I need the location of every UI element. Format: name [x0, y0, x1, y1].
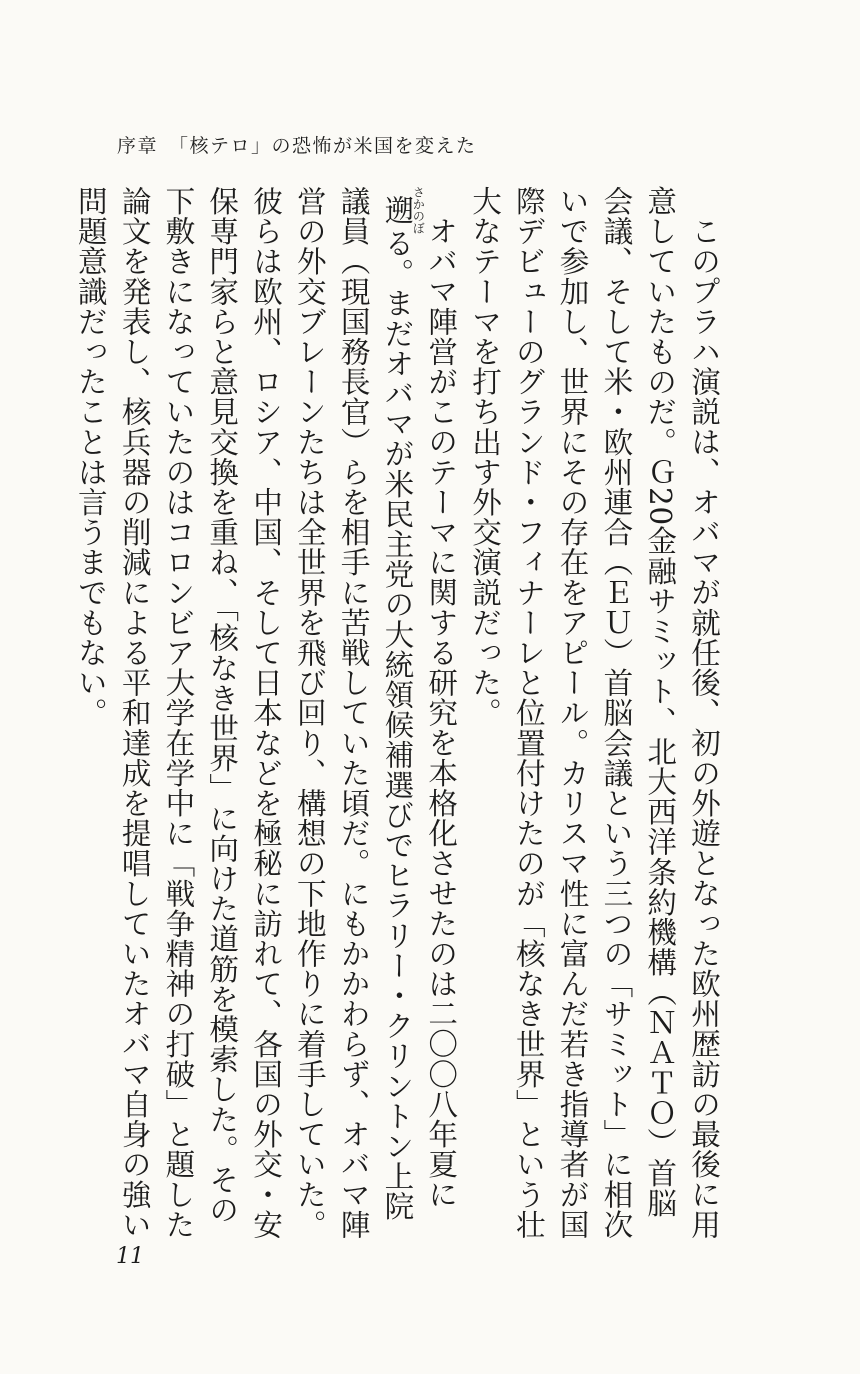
- running-head: 序章 「核テロ」の恐怖が米国を変えた: [117, 135, 477, 157]
- page-number: 11: [116, 1244, 144, 1269]
- body-text: [73, 186, 725, 1246]
- paragraph-2-text-b: る。まだオバマが米民主党の大統領候補選びでヒラリー・クリントン上院議員（現国務長官）らを相手に苦戦していた頃だ。にもかかわらず、オバマ陣営の外交ブレーンたちは全世界を飛び回り、構想の下地作りに着手していた。彼らは欧州、ロシア、中国、そして日本などを極秘に訪れて、各国の外交・安保専門家らと意見交換を重ね、「核なき世界」に向けた道筋を模索した。その下敷きになっていたのはコロンビア大学在学中に「戦争精神の打破」と題した論文を発表し、核兵器の削減による平和達成を提唱していたオバマ自身の強い問題意識だったことは言うまでもない。: [73, 186, 415, 1240]
- paragraph-2: [68, 186, 462, 1246]
- paragraph-2-text-a: オバマ陣営がこのテーマに関する研究を本格化させたのは二〇〇八年夏に: [424, 215, 459, 1209]
- paragraph-1: このプラハ演説は、オバマが就任後、初の外遊となった欧州歴訪の最後に用意していたものだ。Ｇ20金融サミット、北大西洋条約機構（ＮＡＴＯ）首脳会議、そして米・欧州連合（ＥＵ）首脳会議という三つの「サミット」に相次いで参加し、世界にその存在をアピール。カリスマ性に富んだ若き指導者が国際デビューのグランド・フィナーレと位置付けたのが「核なき世界」という壮大なテーマを打ち出す外交演説だった。: [468, 186, 721, 1240]
- ruby-word: [380, 186, 426, 234]
- ruby-reading: さかのぼ: [411, 186, 426, 234]
- ruby-base: 遡: [380, 186, 415, 234]
